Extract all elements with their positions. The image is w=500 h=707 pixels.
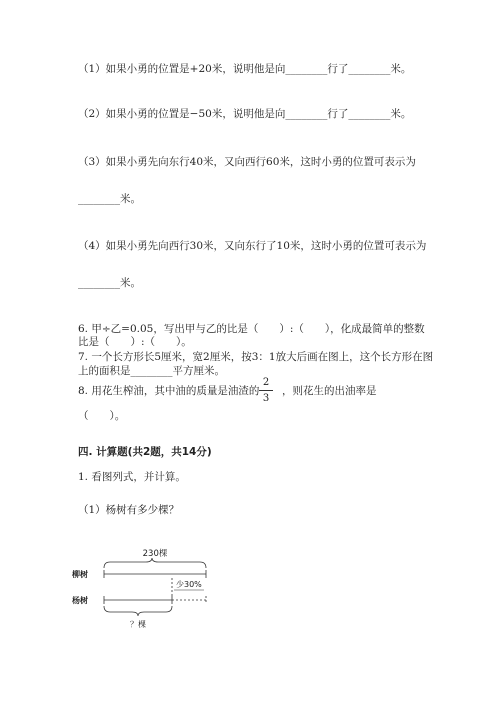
question-8-text: 8. 用花生榨油，其中油的质量是油渣的	[78, 385, 260, 397]
question-6-line1: 6. 甲÷乙=0.05，写出甲与乙的比是（ ）:（ ），化成最简单的整数	[78, 323, 425, 335]
fraction-bar	[259, 390, 273, 391]
section-heading: 四. 计算题(共2题，共14分)	[78, 446, 212, 458]
question-8-blank: （ ）。	[78, 410, 126, 422]
fraction-denominator: 3	[262, 393, 270, 404]
question-2: （2）如果小勇的位置是−50米，说明他是向________行了________米。	[78, 108, 412, 120]
question-4-line1: （4）如果小勇先向西行30米，又向东行了10米，这时小勇的位置可表示为	[78, 240, 427, 252]
diagram-willow-label: 柳树	[72, 570, 88, 579]
fraction-two-thirds	[259, 377, 273, 404]
question-3-line2: ________米。	[78, 193, 141, 205]
line-segment-diagram	[72, 540, 222, 632]
diagram-unknown-label: ？棵	[130, 620, 146, 629]
question-7-line1: 7. 一个长方形长5厘米，宽2厘米，按3：1放大后画在图上，这个长方形在图	[78, 351, 434, 363]
question-7-line2: 上的面积是________平方厘米。	[78, 365, 225, 377]
question-3-line1: （3）如果小勇先向东行40米，又向西行60米，这时小勇的位置可表示为	[78, 156, 416, 168]
question-6-line2: 比是（ ）:（ ）。	[78, 336, 192, 348]
diagram-less-label: 少30%	[176, 580, 202, 589]
section-question-1-sub: （1）杨树有多少棵？	[78, 504, 180, 516]
section-question-1: 1. 看图列式，并计算。	[78, 471, 186, 483]
diagram-total-label: 230棵	[142, 549, 168, 559]
diagram-poplar-label: 杨树	[72, 596, 88, 605]
question-8-text-cont: ，则花生的出油率是	[282, 385, 377, 397]
question-1: （1）如果小勇的位置是+20米，说明他是向________行了________米。	[78, 63, 412, 75]
fraction-numerator: 2	[262, 377, 270, 388]
question-4-line2: ________米。	[78, 277, 141, 289]
